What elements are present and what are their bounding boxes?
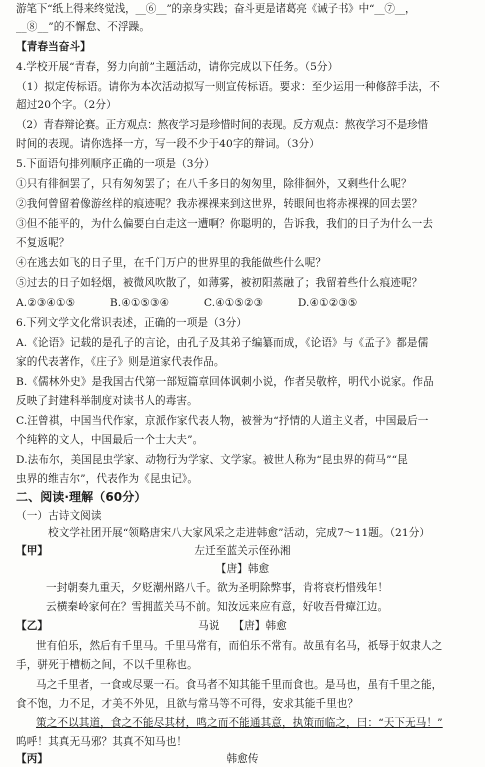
q4-part2-a: （2）青春辩论赛。正方观点：熬夜学习是珍惜时间的表现。反方观点：熬夜学习不是珍惜 [16,119,428,131]
q5-sentence-3a: ③但不能平的，为什么偏要白白走这一遭啊？你聪明的，告诉我，我们的日子为什么一去 [16,218,434,230]
q4-part1-b: 超过20个字。（2分） [16,99,117,111]
section-heading-youth: 【青春当奋斗】 [16,41,91,53]
essay-para2-b: 食不饱，力不足，才美不外见，且欲与常马等不可得，安求其能千里也？ [16,698,359,710]
question-6: 6.下列文学文化常识表述，正确的一项是（3分） [16,317,248,329]
label-jia: 【甲】 [16,545,49,557]
q4-part2-b: 时间的表现。请你选择一方，写一段不少于40字的辩词。（3分） [16,138,320,150]
question-5: 5.下面语句排列顺序正确的一项是（3分） [16,158,215,170]
line-2: __⑧__”的不懈怠、不浮躁。 [16,21,151,33]
label-bing: 【丙】 [16,753,49,765]
q5-sentence-4: ④在逃去如飞的日子里，在千门万户的世界里的我能做些什么呢？ [16,257,327,269]
q5-sentence-3b: 不复返呢？ [16,237,70,249]
essay-para1-b: 手，骈死于槽枥之间，不以千里称也。 [16,659,198,671]
q5-sentence-1: ①只有徘徊罢了，只有匆匆罢了；在八千多日的匆匆里，除徘徊外，又剩些什么呢？ [16,178,412,190]
poem-title: 左迁至蓝关示侄孙湘 [194,545,291,557]
q6-option-d2: 虫界的维吉尔”，代表作为《昆虫记》。 [16,473,199,485]
q5-sentence-5: ⑤过去的日子如轻烟，被微风吹散了，如薄雾，被初阳蒸融了；我留着些什么痕迹呢？ [16,277,423,289]
q6-option-c2: 个纯粹的文人，中国最后一个士大夫”。 [16,434,204,446]
question-4: 4.学校开展“青春，努力向前”主题活动，请你完成以下任务。（5分） [16,61,339,73]
line-1: 游笔下“纸上得来终觉浅，__⑥__”的亲身实践；奋斗更是诸葛亮《诫子书》中“__⑦__， [16,3,416,15]
essay-title-author: 马说 【唐】韩愈 [198,620,287,632]
essay-para2-a: 马之千里者，一食或尽粟一石。食马者不知其能千里而食也。是马也，虽有千里之能， [36,679,443,691]
biography-title: 韩愈传 [226,753,259,765]
activity-intro: 校文学社团开展“领略唐宋八大家风采之走进韩愈”活动，完成7～11题。（21分） [48,527,431,539]
essay-para1-a: 世有伯乐，然后有千里马。千里马常有，而伯乐不常有。故虽有名马，祇辱于奴隶人之 [36,640,443,652]
poem-line-2: 云横秦岭家何在？雪拥蓝关马不前。知汝远来应有意，好收吾骨瘴江边。 [46,601,389,613]
q5-options: A.②③④①⑤ B.④①⑤③④ C.④①⑤②③ D.④①②③⑤ [16,297,358,309]
q5-sentence-2: ②我何曾留着像游丝样的痕迹呢？我赤裸裸来到这世界，转眼间也将赤裸裸的回去罢？ [16,198,423,210]
q4-part1-a: （1）拟定传标语。请你为本次活动拟写一则宣传标语。要求：至少运用一种修辞手法，不 [16,81,440,93]
q6-option-c1: C.汪曾祺，中国当代作家，京派作家代表人物，被誉为“抒情的人道主义者，中国最后一 [16,415,429,427]
q6-option-a1: A.《论语》记载的是孔子的言论，由孔子及其弟子编纂而成，《论语》与《孟子》都是儒 [16,337,429,349]
label-yi: 【乙】 [16,620,49,632]
essay-para3-b: 呜呼！其真无马邪？其真不知马也！ [16,736,188,748]
q6-option-b1: B.《儒林外史》是我国古代第一部短篇章回体讽刺小说，作者吴敬梓，明代小说家。作品 [16,376,434,388]
part-two-heading: 二、阅读·理解（60分） [16,490,147,504]
essay-para3-a: 策之不以其道，食之不能尽其材，鸣之而不能通其意，执策而临之，曰：“天下无马！” [36,717,443,729]
subsection-ancient-poetry: （一）古诗文阅读 [16,510,102,522]
q6-option-d1: D.法布尔，美国昆虫学家、动物行为学家、文学家。被世人称为“昆虫界的荷马”“昆 [16,454,408,466]
poem-author: 【唐】韩愈 [215,563,270,575]
q6-option-b2: 反映了封建科举制度对读书人的毒害。 [16,395,198,407]
q6-option-a2: 家的代表著作，《庄子》则是道家代表作品。 [16,356,225,368]
poem-line-1: 一封朝奏九重天，夕贬潮州路八千。欲为圣明除弊事，肯将衰朽惜残年！ [46,582,389,594]
